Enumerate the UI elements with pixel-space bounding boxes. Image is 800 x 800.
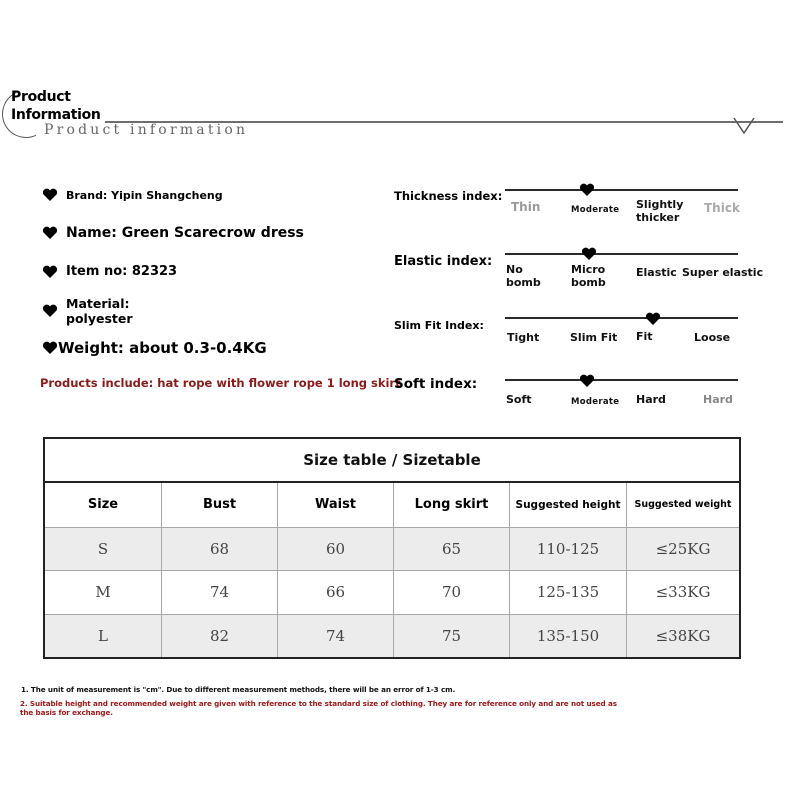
table-cell: 74 bbox=[277, 615, 393, 658]
column-header: Suggested weight bbox=[626, 483, 739, 527]
table-cell: 135-150 bbox=[509, 615, 626, 658]
info-brand bbox=[42, 188, 223, 202]
info-item-no bbox=[42, 264, 177, 279]
thickness-option: Thick bbox=[704, 201, 740, 215]
elastic-option: No bomb bbox=[506, 263, 541, 289]
table-cell: L bbox=[98, 626, 108, 645]
slim-fit-index-label: Slim Fit Index: bbox=[394, 319, 484, 332]
heart-icon bbox=[579, 182, 595, 196]
elastic-option: Elastic bbox=[636, 266, 677, 279]
heart-icon bbox=[581, 246, 597, 260]
slim-fit-option: Slim Fit bbox=[570, 331, 618, 344]
size-table-title: Size table / Sizetable bbox=[45, 439, 739, 483]
slim-fit-scale-line bbox=[505, 317, 738, 319]
thickness-option: Moderate bbox=[571, 205, 620, 215]
products-include: Products include: hat rope with flower rope 1 long skirt bbox=[40, 376, 401, 390]
material-value: polyester bbox=[66, 311, 133, 326]
thickness-index-label: Thickness index: bbox=[394, 189, 503, 203]
table-cell: 68 bbox=[161, 528, 277, 571]
info-weight bbox=[42, 339, 267, 357]
table-cell: 125-135 bbox=[509, 571, 626, 614]
elastic-option: Super elastic bbox=[682, 266, 764, 279]
thickness-option: Slightly thicker bbox=[636, 198, 684, 224]
slim-fit-option: Tight bbox=[507, 331, 540, 344]
weight-text: Weight: about 0.3-0.4KG bbox=[58, 339, 267, 357]
heart-icon bbox=[42, 265, 58, 279]
chevron-down-icon bbox=[733, 117, 755, 139]
heart-icon bbox=[645, 311, 661, 325]
table-cell: ≤38KG bbox=[626, 615, 739, 658]
table-cell: ≤25KG bbox=[626, 528, 739, 571]
brand-text: Brand: Yipin Shangcheng bbox=[66, 188, 223, 202]
size-table-header-row bbox=[45, 483, 739, 527]
name-text: Name: Green Scarecrow dress bbox=[66, 225, 304, 241]
table-row bbox=[45, 527, 739, 571]
section-title bbox=[11, 88, 101, 124]
slim-fit-option: Fit bbox=[636, 330, 653, 343]
column-header: Size bbox=[87, 497, 119, 513]
table-row bbox=[45, 570, 739, 614]
soft-index-label: Soft index: bbox=[394, 376, 478, 392]
soft-option: Hard bbox=[703, 393, 733, 406]
table-cell: 75 bbox=[393, 615, 509, 658]
table-cell: 110-125 bbox=[509, 528, 626, 571]
item-no-text: Item no: 82323 bbox=[66, 264, 178, 279]
section-title-line2: Information bbox=[11, 107, 101, 123]
elastic-index-label: Elastic index: bbox=[394, 254, 493, 269]
soft-option: Hard bbox=[636, 393, 666, 406]
heart-icon bbox=[42, 188, 58, 202]
material-text bbox=[66, 296, 133, 326]
thickness-option: Thin bbox=[511, 200, 541, 214]
table-row bbox=[45, 614, 739, 658]
section-title-line1: Product bbox=[11, 89, 71, 105]
material-label: Material: bbox=[66, 296, 130, 311]
column-header: Long skirt bbox=[393, 483, 509, 527]
info-material bbox=[42, 296, 133, 326]
thickness-scale-line bbox=[505, 189, 738, 191]
size-table bbox=[43, 437, 741, 659]
elastic-option: Micro bomb bbox=[571, 263, 606, 289]
table-cell: 82 bbox=[161, 615, 277, 658]
soft-option: Moderate bbox=[571, 397, 620, 407]
reference-note: 2. Suitable height and recommended weight are given with reference to the standard size of clothing. They are for reference only and are not used as the basis for exchange. bbox=[20, 699, 617, 717]
table-cell: S bbox=[97, 539, 109, 558]
table-cell: 74 bbox=[161, 571, 277, 614]
heart-icon bbox=[42, 341, 58, 355]
measurement-note: 1. The unit of measurement is "cm". Due to different measurement methods, there will be an error of 1-3 cm. bbox=[21, 685, 456, 694]
soft-option: Soft bbox=[506, 393, 532, 406]
heart-icon bbox=[42, 304, 58, 318]
column-header: Bust bbox=[161, 483, 277, 527]
table-cell: M bbox=[95, 583, 111, 602]
soft-scale-line bbox=[505, 379, 738, 381]
heart-icon bbox=[42, 226, 58, 240]
elastic-scale-line bbox=[505, 253, 738, 255]
info-name bbox=[42, 225, 304, 241]
section-subtitle: Product information bbox=[44, 122, 249, 138]
column-header: Suggested height bbox=[509, 483, 626, 527]
table-cell: 65 bbox=[393, 528, 509, 571]
table-cell: ≤33KG bbox=[626, 571, 739, 614]
table-cell: 70 bbox=[393, 571, 509, 614]
column-header: Waist bbox=[277, 483, 393, 527]
slim-fit-option: Loose bbox=[694, 331, 731, 344]
table-cell: 60 bbox=[277, 528, 393, 571]
heart-icon bbox=[579, 373, 595, 387]
table-cell: 66 bbox=[277, 571, 393, 614]
